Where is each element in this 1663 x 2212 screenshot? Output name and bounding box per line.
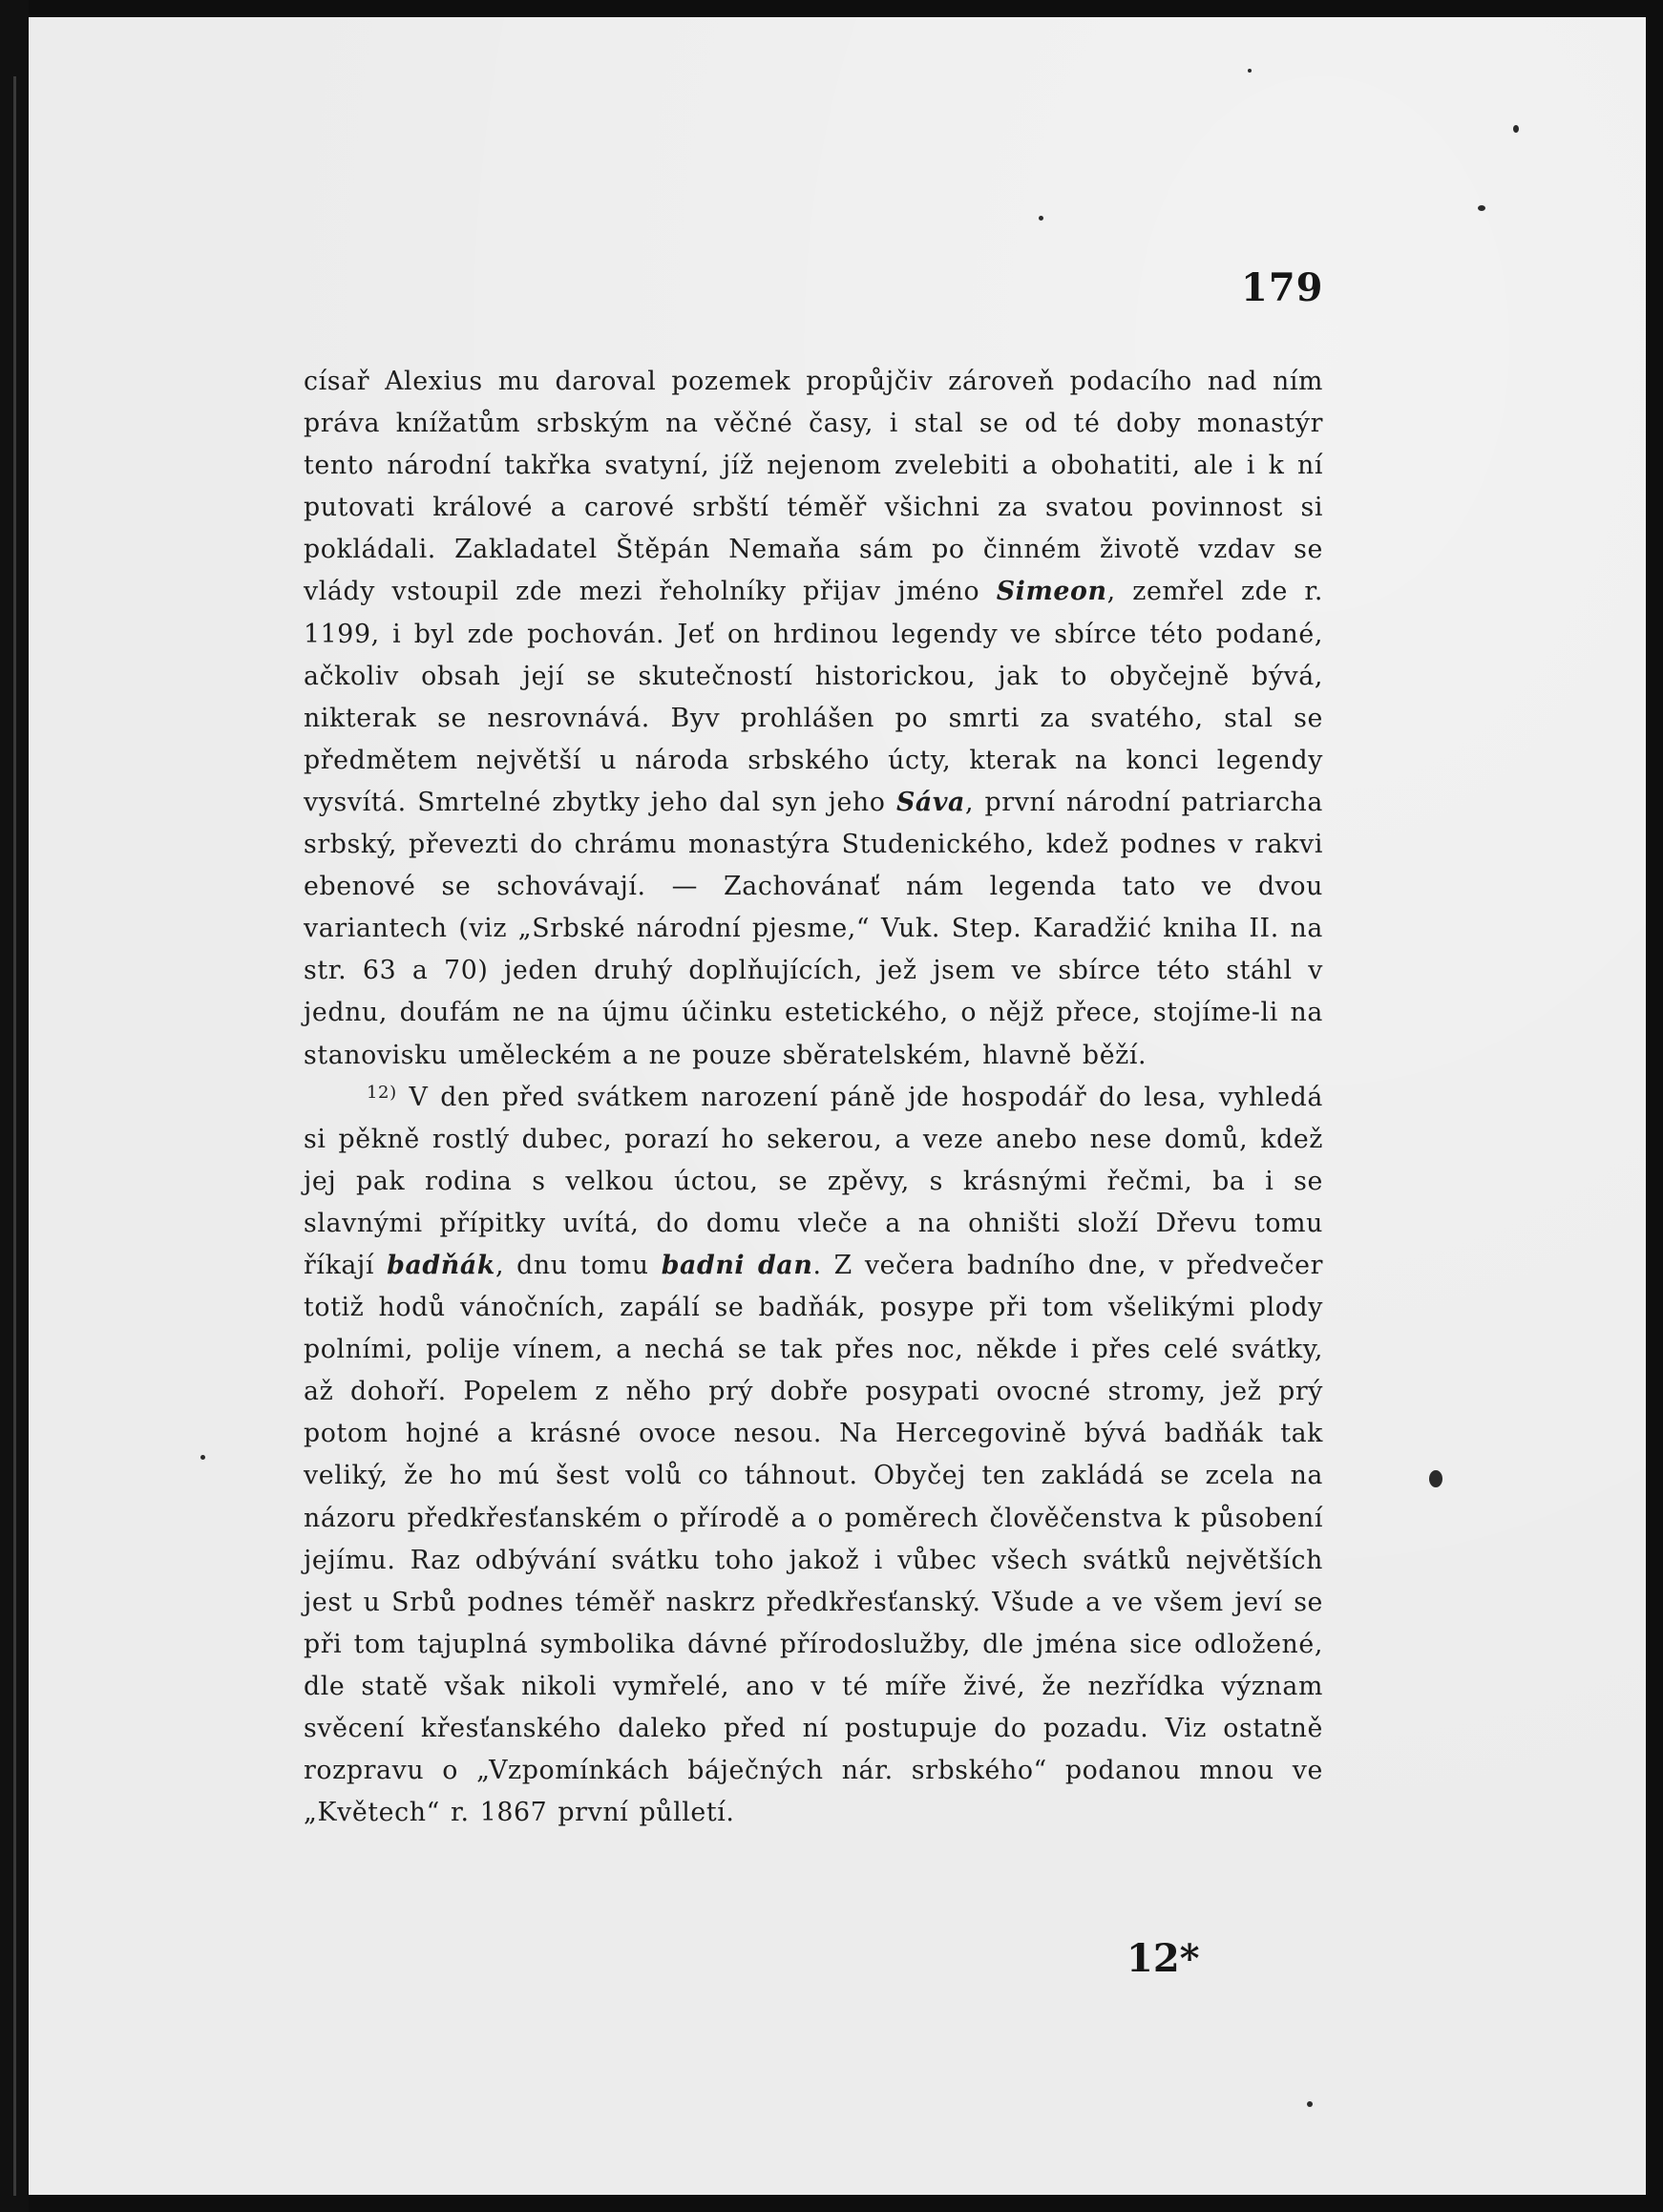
signature-mark: 12* xyxy=(1126,1936,1200,1981)
paragraph-continuation xyxy=(304,361,1323,1077)
paragraph-2b-text: , dnu tomu xyxy=(495,1250,662,1280)
body-text xyxy=(304,361,1323,1834)
scan-speck xyxy=(1478,205,1485,211)
scan-speck xyxy=(1513,125,1519,133)
name-sava: Sáva xyxy=(895,787,966,817)
paragraph-2c-text: . Z večera badního dne, v předvečer totiž hodů vánočních, zapálí se badňák, posype při tom všelikými plody polními, polije vínem, a nechá se tak přes noc, někde i přes celé svátky, až dohoří. Popelem z něho prý dobře posypati ovocné stromy, jež prý potom hojné a krásné ovoce nesou. Na Hercegovině bývá badňák tak veliký, že ho mú šest volů co táhnout. Obyčej ten zakládá se zcela na názoru předkřesťanském o přírodě a o poměrech člověčenstva k působení jejímu. Raz odbývání svátku toho jakož i vůbec všech svátků největších jest u Srbů podnes téměř naskrz předkřesťanský. Všude a ve všem jeví se při tom tajuplná symbolika dávné přírodoslužby, dle jména sice odložené, dle statě však nikoli vymřelé, ano v té míře živé, že nezřídka význam svěcení křesťanského daleko před ní postupuje do pozadu. Viz ostatně rozpravu o „Vzpomínkách báječných nár. srbského“ podanou mnou ve „Květech“ r. 1867 první půlletí. xyxy=(304,1250,1323,1828)
scan-edge-line xyxy=(13,76,16,2196)
page-number: 179 xyxy=(1241,265,1324,310)
scan-speck xyxy=(1429,1470,1442,1487)
footnote-marker: 12) xyxy=(367,1082,397,1103)
scan-speck xyxy=(1307,2101,1313,2107)
scan-speck xyxy=(1248,69,1252,73)
name-simeon: Simeon xyxy=(996,577,1107,607)
term-badni-dan: badni dan xyxy=(661,1250,813,1280)
scan-speck xyxy=(1039,216,1043,221)
paragraph-2-text: V den před svátkem narození páně jde hospodář do lesa, vyhledá si pěkně rostlý dubec, porazí ho sekerou, a veze anebo nese domů, kdež jej pak rodina s velkou úctou, se zpěvy, s krásnými řečmi, ba i se slavnými přípitky uvítá, do domu vleče a na ohništi složí Dřevu tomu říkají xyxy=(304,1082,1323,1280)
paragraph-1-text: císař Alexius mu daroval pozemek propůjčiv zároveň podacího nad ním práva knížatům srbským na věčné časy, i stal se od té doby monastýr tento národní takřka svatyní, jíž nejenom zvelebiti a obohatiti, ale i k ní putovati králové a carové srbští téměř všichni za svatou povinnost si pokládali. Zakladatel Štěpán Nemaňa sám po činném životě vzdav se vlády vstoupil zde mezi řeholníky přijav jméno xyxy=(304,367,1323,607)
scan-speck xyxy=(200,1455,205,1460)
scan-left-border xyxy=(0,0,29,2212)
paragraph-1b-text: , zemřel zde r. 1199, i byl zde pochován. Jeť on hrdinou legendy ve sbírce této podané, ačkoliv obsah její se skutečností historickou, jak to obyčejně bývá, nikterak se nesrovnává. Byv prohlášen po smrti za svatého, stal se předmětem největší u národa srbského úcty, kterak na konci legendy vysvítá. Smrtelné zbytky jeho dal syn jeho xyxy=(304,577,1323,817)
footnote-12 xyxy=(304,1077,1323,1835)
paragraph-1c-text: , první národní patriarcha srbský, převezti do chrámu monastýra Studenického, kdež podnes v rakvi ebenové se schovávají. — Zachovánať nám legenda tato ve dvou variantech (viz „Srbské národní pjesme,“ Vuk. Step. Karadžić kniha II. na str. 63 a 70) jeden druhý doplňujících, jež jsem ve sbírce této stáhl v jednu, doufám ne na újmu účinku estetického, o nějž přece, stojíme-li na stanovisku uměleckém a ne pouze sběratelském, hlavně běží. xyxy=(304,787,1323,1070)
term-badnak: badňák xyxy=(387,1250,495,1280)
